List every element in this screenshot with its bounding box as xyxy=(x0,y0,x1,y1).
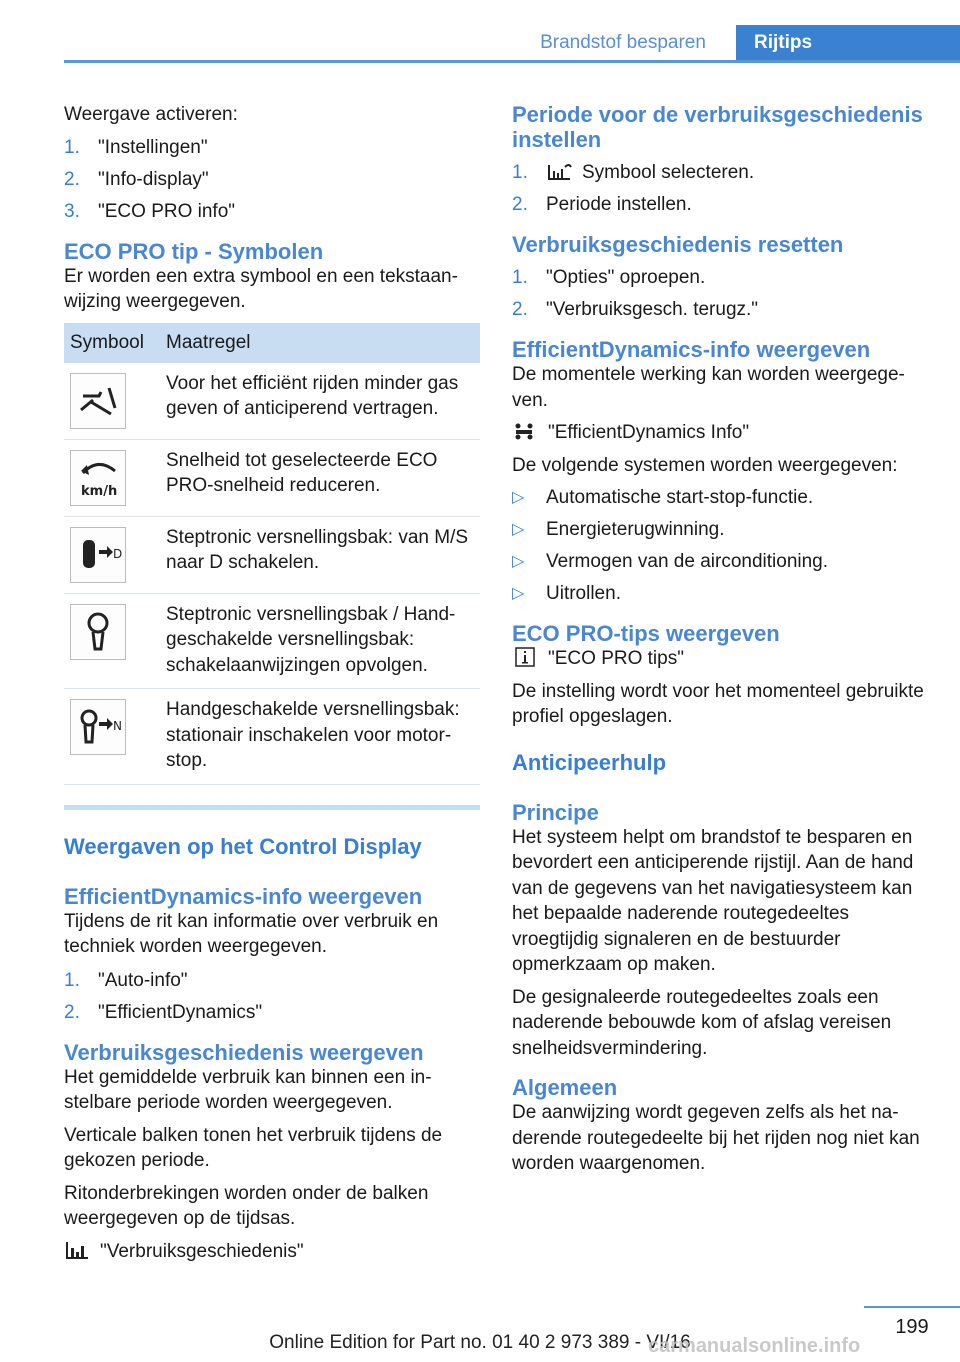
principle-heading: Principe xyxy=(512,799,599,825)
table-header-symbol: Symbool xyxy=(64,323,160,363)
list-item: ▷ Uitrollen. xyxy=(512,583,621,604)
ed-info-heading: EfficientDynamics-info weergeven xyxy=(512,337,871,362)
symbols-heading: ECO PRO tip - Symbolen xyxy=(64,238,324,264)
list-item: 1. Symbool selecteren. xyxy=(512,162,755,183)
period-steps xyxy=(512,160,930,218)
header-rule xyxy=(64,60,960,63)
table-cell-text: Voor het efficiënt rijden minder gas geven of anticiperend vertragen. xyxy=(160,363,480,440)
tips-p1: De instelling wordt voor het momenteel gebruikte profiel opgeslagen. xyxy=(512,680,924,727)
list-item: 1. "Opties" oproepen. xyxy=(512,267,706,288)
header-section-title: Brandstof besparen xyxy=(510,25,736,60)
list-item: 1. "Instellingen" xyxy=(64,136,208,158)
list-item: 3. "ECO PRO info" xyxy=(64,200,236,222)
gear-shift-hint-icon xyxy=(70,604,126,660)
svg-text:km/h: km/h xyxy=(81,483,118,499)
table-cell-text: Snelheid tot geselecteerde ECO PRO-snelheid reduceren. xyxy=(160,439,480,516)
symbols-intro: Er worden een extra symbool en een tekstaanwijzing weergegeven. xyxy=(64,265,458,312)
speed-reduce-kmh-icon xyxy=(70,450,126,506)
list-item: ▷ Automatische start-stop-functie. xyxy=(512,487,814,508)
table-end-rule xyxy=(64,805,480,810)
table-row xyxy=(64,593,480,689)
table-cell-text: Steptronic versnellingsbak / Handgeschakelde versnellingsbak: schakelaanwijzingen opvolgen. xyxy=(160,593,480,689)
history-period-icon xyxy=(546,161,572,181)
reset-steps xyxy=(512,265,930,323)
ed-info-intro: Tijdens de rit kan informatie over verbruik en techniek worden weergegeven. xyxy=(64,910,439,957)
footer-rule xyxy=(864,1306,960,1308)
ed-info-p2: De volgende systemen worden weergegeven: xyxy=(512,454,898,476)
history-p3: Ritonderbrekingen worden onder de balken weergegeven op de tijdsas. xyxy=(64,1182,429,1229)
general-p1: De aanwijzing wordt gegeven zelfs als het naderende routegedeelte bij het rijden nog niet kan worden waargenomen. xyxy=(512,1102,920,1174)
gear-shift-to-d-icon xyxy=(70,527,126,583)
reset-heading: Verbruiksgeschiedenis resetten xyxy=(512,232,844,257)
anticipation-heading: Anticipeerhulp xyxy=(512,749,667,775)
list-item: 1. "Auto-info" xyxy=(64,969,188,991)
svg-text:N: N xyxy=(113,719,122,733)
left-column xyxy=(64,102,482,1264)
ed-steps xyxy=(64,968,482,1026)
history-heading: Verbruiksgeschiedenis weergeven xyxy=(64,1039,424,1065)
history-p2: Verticale balken tonen het verbruik tijdens de gekozen periode. xyxy=(64,1124,443,1171)
edition-line: Online Edition for Part no. 01 40 2 973 389 - VI/16 xyxy=(269,1332,691,1353)
activate-steps xyxy=(64,135,482,225)
efficient-dynamics-icon xyxy=(512,421,538,441)
list-item: 2. "EfficientDynamics" xyxy=(64,1001,263,1023)
activate-title: Weergave activeren: xyxy=(64,104,238,125)
list-item: 2. "Verbruiksgesch. terugz." xyxy=(512,299,759,320)
table-row xyxy=(64,363,480,440)
general-heading: Algemeen xyxy=(512,1075,618,1100)
table-cell-text: Steptronic versnellingsbak: van M/S naar D schakelen. xyxy=(160,516,480,593)
list-item: ▷ Energieterugwinning. xyxy=(512,519,725,540)
table-row xyxy=(64,689,480,785)
table-cell-text: Handgeschakelde versnellingsbak: stationair inschakelen voor motorstop. xyxy=(160,689,480,785)
ed-info-menu-line: "EfficientDynamics Info" xyxy=(512,420,930,446)
list-item: 2. "Info-display" xyxy=(64,168,209,190)
tips-heading: ECO PRO-tips weergeven xyxy=(512,621,780,646)
bar-chart-icon xyxy=(64,1240,90,1260)
table-header-measure: Maatregel xyxy=(160,323,480,363)
eco-pro-symbol-table xyxy=(64,323,480,785)
header-chapter-tab: Rijtips xyxy=(736,25,960,60)
ed-info-p1: De momentele werking kan worden weergegeven. xyxy=(512,364,905,411)
watermark: carmanualsonline.info xyxy=(648,1335,861,1357)
tips-menu-line: "ECO PRO tips" xyxy=(512,646,930,672)
principle-p2: De gesignaleerde routegedeeltes zoals een naderende bebouwde kom of afslag vereisen snelheidsvermindering. xyxy=(512,986,892,1059)
history-p1: Het gemiddelde verbruik kan binnen een instelbare periode worden weergegeven. xyxy=(64,1066,432,1113)
ed-info-heading: EfficientDynamics-info weergeven xyxy=(64,883,423,909)
right-column xyxy=(512,102,930,1177)
table-row xyxy=(64,516,480,593)
table-row xyxy=(64,439,480,516)
accelerator-release-icon xyxy=(70,373,126,429)
info-icon xyxy=(512,647,538,667)
control-display-heading: Weergaven op het Control Display xyxy=(64,833,422,859)
systems-list xyxy=(512,485,930,607)
principle-p1: Het systeem helpt om brandstof te besparen en bevordert een anticiperende rijstijl. Aan de hand van de gegevens van het navigatiesysteem kan het bepaalde naderende routegedeeltes vroegtijdig signaleren en de bestuurder opmerkzaam op maken. xyxy=(512,826,914,975)
list-item: ▷ Vermogen van de airconditioning. xyxy=(512,551,829,572)
period-heading: Periode voor de verbruiksgeschiedenis instellen xyxy=(512,102,923,152)
svg-text:D: D xyxy=(113,546,123,561)
history-menu-line: "Verbruiksgeschiedenis" xyxy=(64,1239,482,1265)
page-number: 199 xyxy=(895,1316,929,1338)
gear-shift-to-n-icon xyxy=(70,699,126,755)
list-item: 2. Periode instellen. xyxy=(512,194,692,215)
